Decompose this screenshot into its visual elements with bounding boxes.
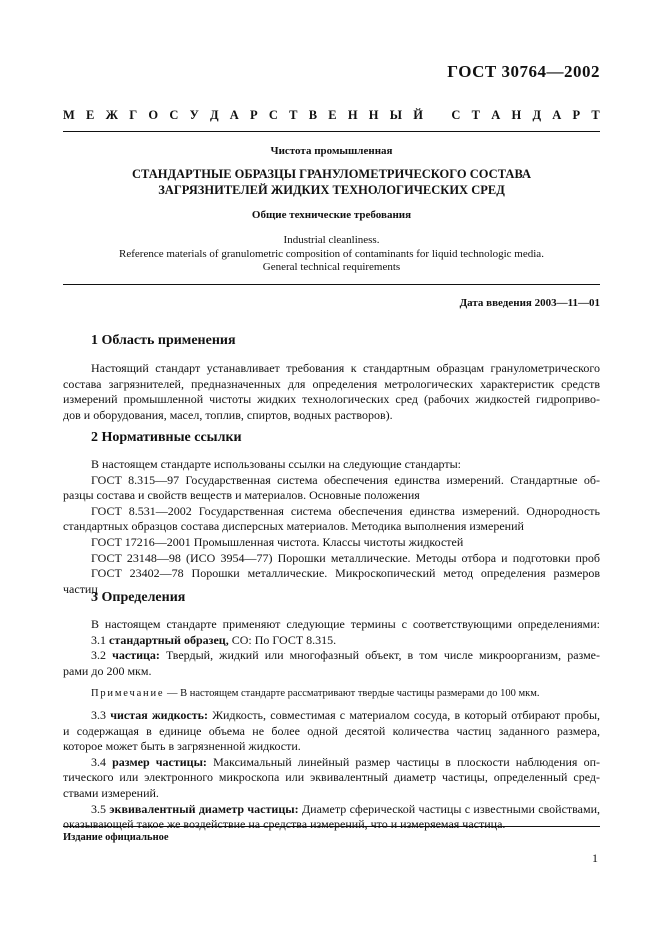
s1-line-2: состава загрязнителей, предназначенных для определения метрологических характеристик средств xyxy=(63,376,600,391)
s1-line-1: Настоящий стандарт устанавливает требования к стандартным образцам гранулометрического xyxy=(91,361,600,375)
term-3-4 xyxy=(63,755,600,771)
page-number: 1 xyxy=(592,851,598,865)
banner-letter: В xyxy=(308,108,318,122)
requirements-subtitle: Общие технические требования xyxy=(251,209,412,221)
banner-letter: Н xyxy=(511,108,522,122)
section-3-heading: 3 Определения xyxy=(91,590,186,605)
term-3-5-term: эквивалентный диаметр частицы: xyxy=(109,801,299,816)
banner-letter: Т xyxy=(591,108,600,122)
term-3-4-line-3: ствами измерений. xyxy=(63,785,159,800)
ref-2-line-1: ГОСТ 8.531—2002 Государственная система обеспечения единства измерений. Однородность xyxy=(91,503,600,518)
term-3-1-number: 3.1 xyxy=(91,632,106,647)
ref-1-line-1: ГОСТ 8.315—97 Государственная система обеспечения единства измерений. Стандартные об- xyxy=(91,472,600,487)
term-3-1-definition: СО: По ГОСТ 8.315. xyxy=(228,632,337,647)
term-3-2 xyxy=(63,648,600,664)
banner-letter: Р xyxy=(250,108,258,122)
term-3-5-line-2: оказывающей такое же воздействие на средства измерений, что и измеряемая частица. xyxy=(63,817,506,832)
term-3-1 xyxy=(63,633,600,649)
term-3-5-definition: Диаметр сферической частицы с известными свойствами, xyxy=(298,801,600,816)
note-text: — В настоящем стандарте рассматривают твердые частицы размерами до 100 мкм. xyxy=(164,688,540,700)
banner-letter: Н xyxy=(368,108,379,122)
english-title xyxy=(63,234,600,275)
banner-letter: О xyxy=(148,108,159,122)
banner-letter: У xyxy=(189,108,199,122)
title-line-2: ЗАГРЯЗНИТЕЛЕЙ ЖИДКИХ ТЕХНОЛОГИЧЕСКИХ СРЕД xyxy=(158,183,505,197)
document-title xyxy=(63,166,600,198)
title-line-1: СТАНДАРТНЫЕ ОБРАЗЦЫ ГРАНУЛОМЕТРИЧЕСКОГО СОСТАВА xyxy=(131,167,532,181)
ref-5-line-1: ГОСТ 23402—78 Порошки металлические. Микроскопический метод определения размеров xyxy=(91,566,600,581)
s1-line-3: измерений промышленной чистоты жидких технологических сред (рабочих жидкостей гидроприво- xyxy=(63,392,600,407)
s3-intro: В настоящем стандарте применяют следующие термины с соответствующими определениями: xyxy=(91,617,600,631)
term-3-2-line-2: рами до 200 мкм. xyxy=(63,663,152,678)
interstate-standard-banner xyxy=(63,108,600,123)
banner-letter: Д xyxy=(532,108,542,122)
term-3-4-number: 3.4 xyxy=(91,754,106,769)
term-3-5-number: 3.5 xyxy=(91,801,106,816)
banner-letter: Ж xyxy=(105,108,118,122)
standard-number: ГОСТ 30764—2002 xyxy=(447,62,600,81)
banner-gap xyxy=(434,108,440,123)
term-3-3 xyxy=(63,708,600,724)
banner-letter: Т xyxy=(289,108,298,122)
banner-letter: Н xyxy=(347,108,358,122)
term-3-3-definition: Жидкость, совместимая с материалом сосуда, в который отбирают пробы, xyxy=(207,707,601,722)
banner-letter: Д xyxy=(209,108,219,122)
banner-letter: А xyxy=(552,108,562,122)
term-3-5 xyxy=(63,802,600,818)
section-1-heading: 1 Область применения xyxy=(91,333,236,348)
banner-letter: С xyxy=(451,108,461,122)
banner-letter: А xyxy=(491,108,501,122)
banner-letter: С xyxy=(268,108,278,122)
term-3-4-term: размер частицы: xyxy=(112,754,207,769)
ref-4: ГОСТ 23148—98 (ИСО 3954—77) Порошки металлические. Методы отбора и подготовки проб xyxy=(91,550,600,565)
ref-2-line-2: стандартных образцов состава дисперсных материалов. Методика выполнения измерений xyxy=(63,519,524,534)
term-3-2-definition: Твердый, жидкий или многофазный объект, в том числе микроорганизм, разме- xyxy=(159,648,601,663)
section-2-heading: 2 Нормативные ссылки xyxy=(91,430,242,445)
banner-letter: М xyxy=(63,108,75,122)
section-1-text xyxy=(63,361,600,423)
english-line-3: General technical requirements xyxy=(262,261,401,273)
s1-line-4: дов и оборудования, масел, топлив, спиртов, водных растворов). xyxy=(63,407,393,422)
banner-letter: Й xyxy=(413,108,423,122)
section-2-text xyxy=(63,457,600,597)
banner-letter: Р xyxy=(572,108,581,122)
s2-intro: В настоящем стандарте использованы ссылки на следующие стандарты: xyxy=(91,457,462,471)
note xyxy=(63,686,600,702)
english-line-1: Industrial cleanliness. xyxy=(283,234,380,246)
term-3-2-number: 3.2 xyxy=(91,648,106,663)
english-line-2: Reference materials of granulometric composition of contaminants for liquid technologic media. xyxy=(119,247,544,260)
banner-letter: С xyxy=(169,108,179,122)
term-3-1-term: стандартный образец, xyxy=(109,632,229,647)
banner-letter: Т xyxy=(471,108,481,122)
ref-5-line-2: частиц xyxy=(63,581,98,596)
term-3-4-definition: Максимальный линейный размер частицы в плоскости наблюдения оп- xyxy=(206,754,600,769)
banner-letter: Ы xyxy=(389,108,403,122)
term-3-2-term: частица: xyxy=(112,648,160,663)
term-3-3-line-2: и содержащая в единице объема не более одной десятой количества частиц заданного размера, xyxy=(63,723,600,738)
ref-1-line-2: разцы состава и свойств веществ и материалов. Основные положения xyxy=(63,488,420,503)
official-edition-label: Издание официальное xyxy=(63,832,169,843)
banner-letter: Е xyxy=(86,108,95,122)
footer-rule xyxy=(63,826,600,827)
term-3-3-line-3: которое может быть в загрязненной жидкости. xyxy=(63,739,301,754)
term-3-3-number: 3.3 xyxy=(91,707,106,722)
ref-3: ГОСТ 17216—2001 Промышленная чистота. Классы чистоты жидкостей xyxy=(91,534,464,549)
title-rule xyxy=(63,284,600,285)
note-label: Примечание xyxy=(91,688,165,700)
banner-letter: А xyxy=(229,108,239,122)
banner-letter: Е xyxy=(328,108,337,122)
introduction-date: Дата введения 2003—11—01 xyxy=(459,297,600,309)
section-3-text xyxy=(63,617,600,833)
term-3-4-line-2: тического или электронного микроскопа или эквивалентный диаметр частицы, определенный сред- xyxy=(63,770,600,785)
top-rule xyxy=(63,131,600,132)
term-3-3-term: чистая жидкость: xyxy=(110,707,208,722)
banner-letter: Г xyxy=(129,108,138,122)
subtitle: Чистота промышленная xyxy=(270,145,393,157)
